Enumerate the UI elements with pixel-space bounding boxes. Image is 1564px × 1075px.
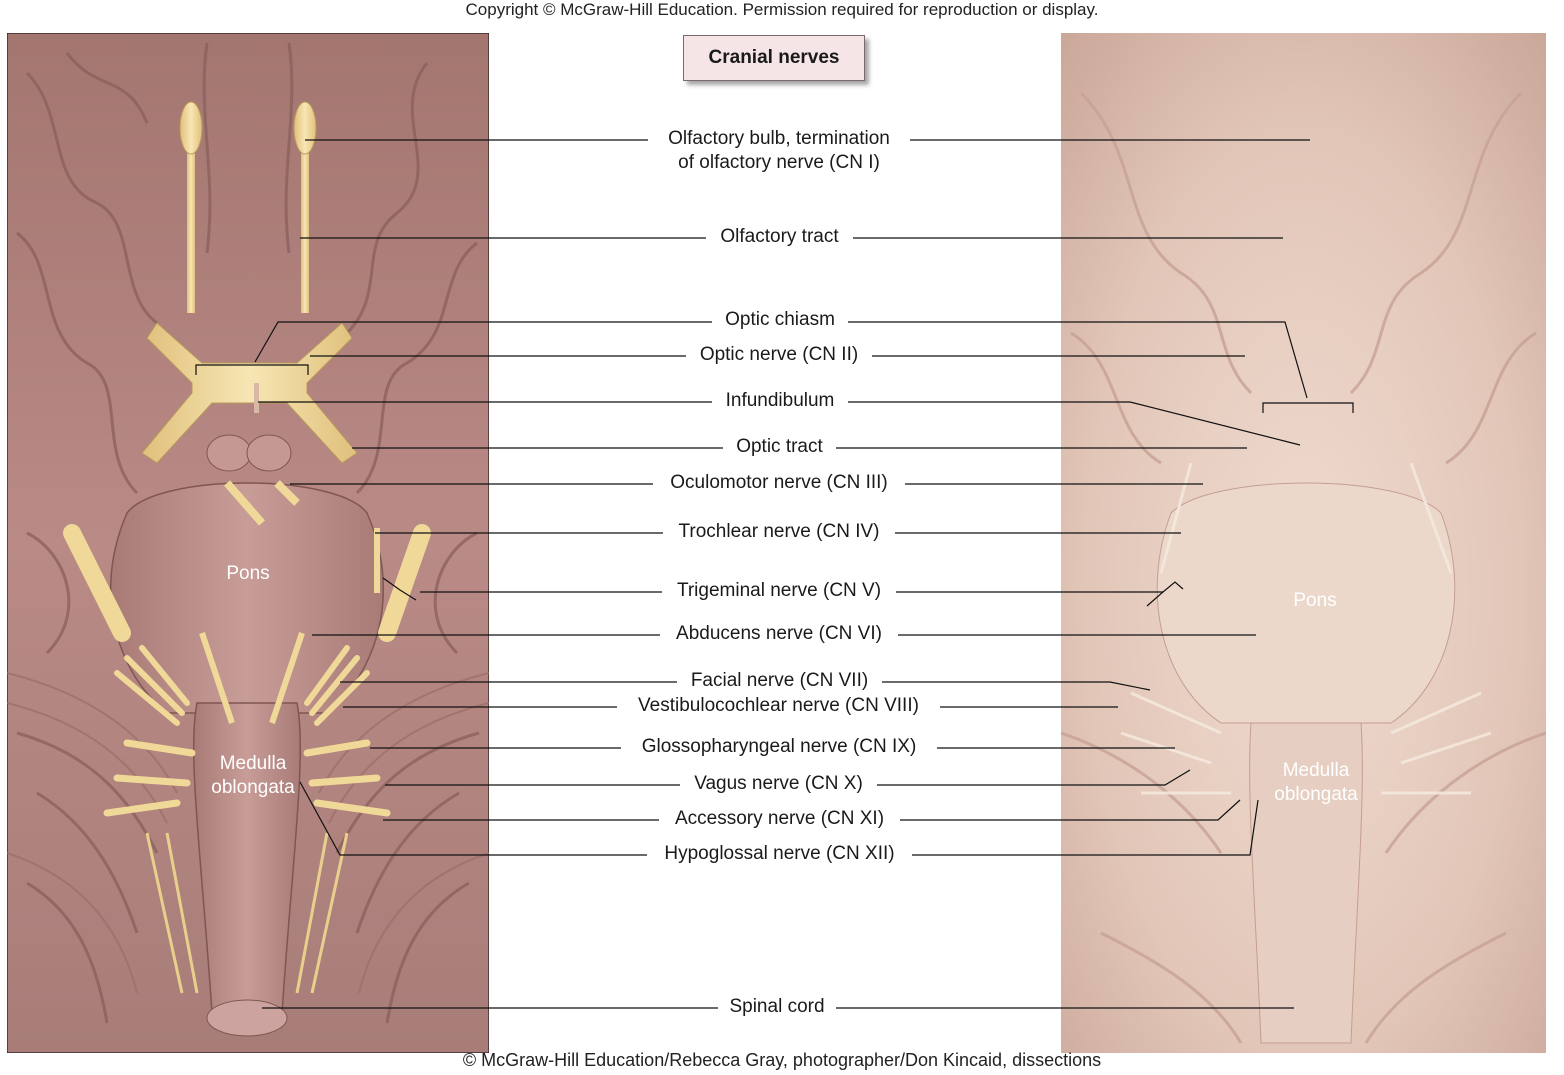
- label-optic-tract: Optic tract: [736, 436, 823, 457]
- illustration-pons-label: Pons: [226, 563, 270, 584]
- illustration-medulla-label-1: Medulla: [219, 753, 287, 774]
- figure-title: Cranial nerves: [683, 35, 865, 81]
- label-abducens: Abducens nerve (CN VI): [676, 623, 882, 644]
- label-trigeminal: Trigeminal nerve (CN V): [676, 580, 882, 601]
- label-oculomotor: Oculomotor nerve (CN III): [670, 472, 888, 493]
- illustration-medulla-label-2: oblongata: [211, 777, 295, 798]
- label-olfactory-bulb-2: of olfactory nerve (CN I): [678, 152, 880, 173]
- label-olfactory-tract: Olfactory tract: [720, 226, 839, 247]
- photo-pons-label: Pons: [1293, 590, 1337, 611]
- label-optic-nerve: Optic nerve (CN II): [699, 344, 859, 365]
- label-optic-chiasm: Optic chiasm: [725, 309, 835, 330]
- label-vestibulocochlear: Vestibulocochlear nerve (CN VIII): [638, 695, 919, 716]
- photo-medulla-label-1: Medulla: [1282, 760, 1350, 781]
- label-glossopharyngeal: Glossopharyngeal nerve (CN IX): [641, 736, 917, 757]
- label-trochlear: Trochlear nerve (CN IV): [678, 521, 880, 542]
- label-accessory: Accessory nerve (CN XI): [674, 808, 885, 829]
- label-spinal-cord: Spinal cord: [729, 996, 825, 1017]
- label-olfactory-bulb-1: Olfactory bulb, termination: [668, 128, 890, 149]
- label-vagus: Vagus nerve (CN X): [694, 773, 863, 794]
- copyright-notice: Copyright © McGraw-Hill Education. Permission required for reproduction or display.: [465, 0, 1099, 19]
- photo-medulla-label-2: oblongata: [1274, 784, 1358, 805]
- label-facial: Facial nerve (CN VII): [690, 670, 869, 691]
- label-hypoglossal: Hypoglossal nerve (CN XII): [664, 843, 895, 864]
- label-infundibulum: Infundibulum: [725, 390, 835, 411]
- photo-credit: © McGraw-Hill Education/Rebecca Gray, photographer/Don Kincaid, dissections: [462, 1050, 1102, 1070]
